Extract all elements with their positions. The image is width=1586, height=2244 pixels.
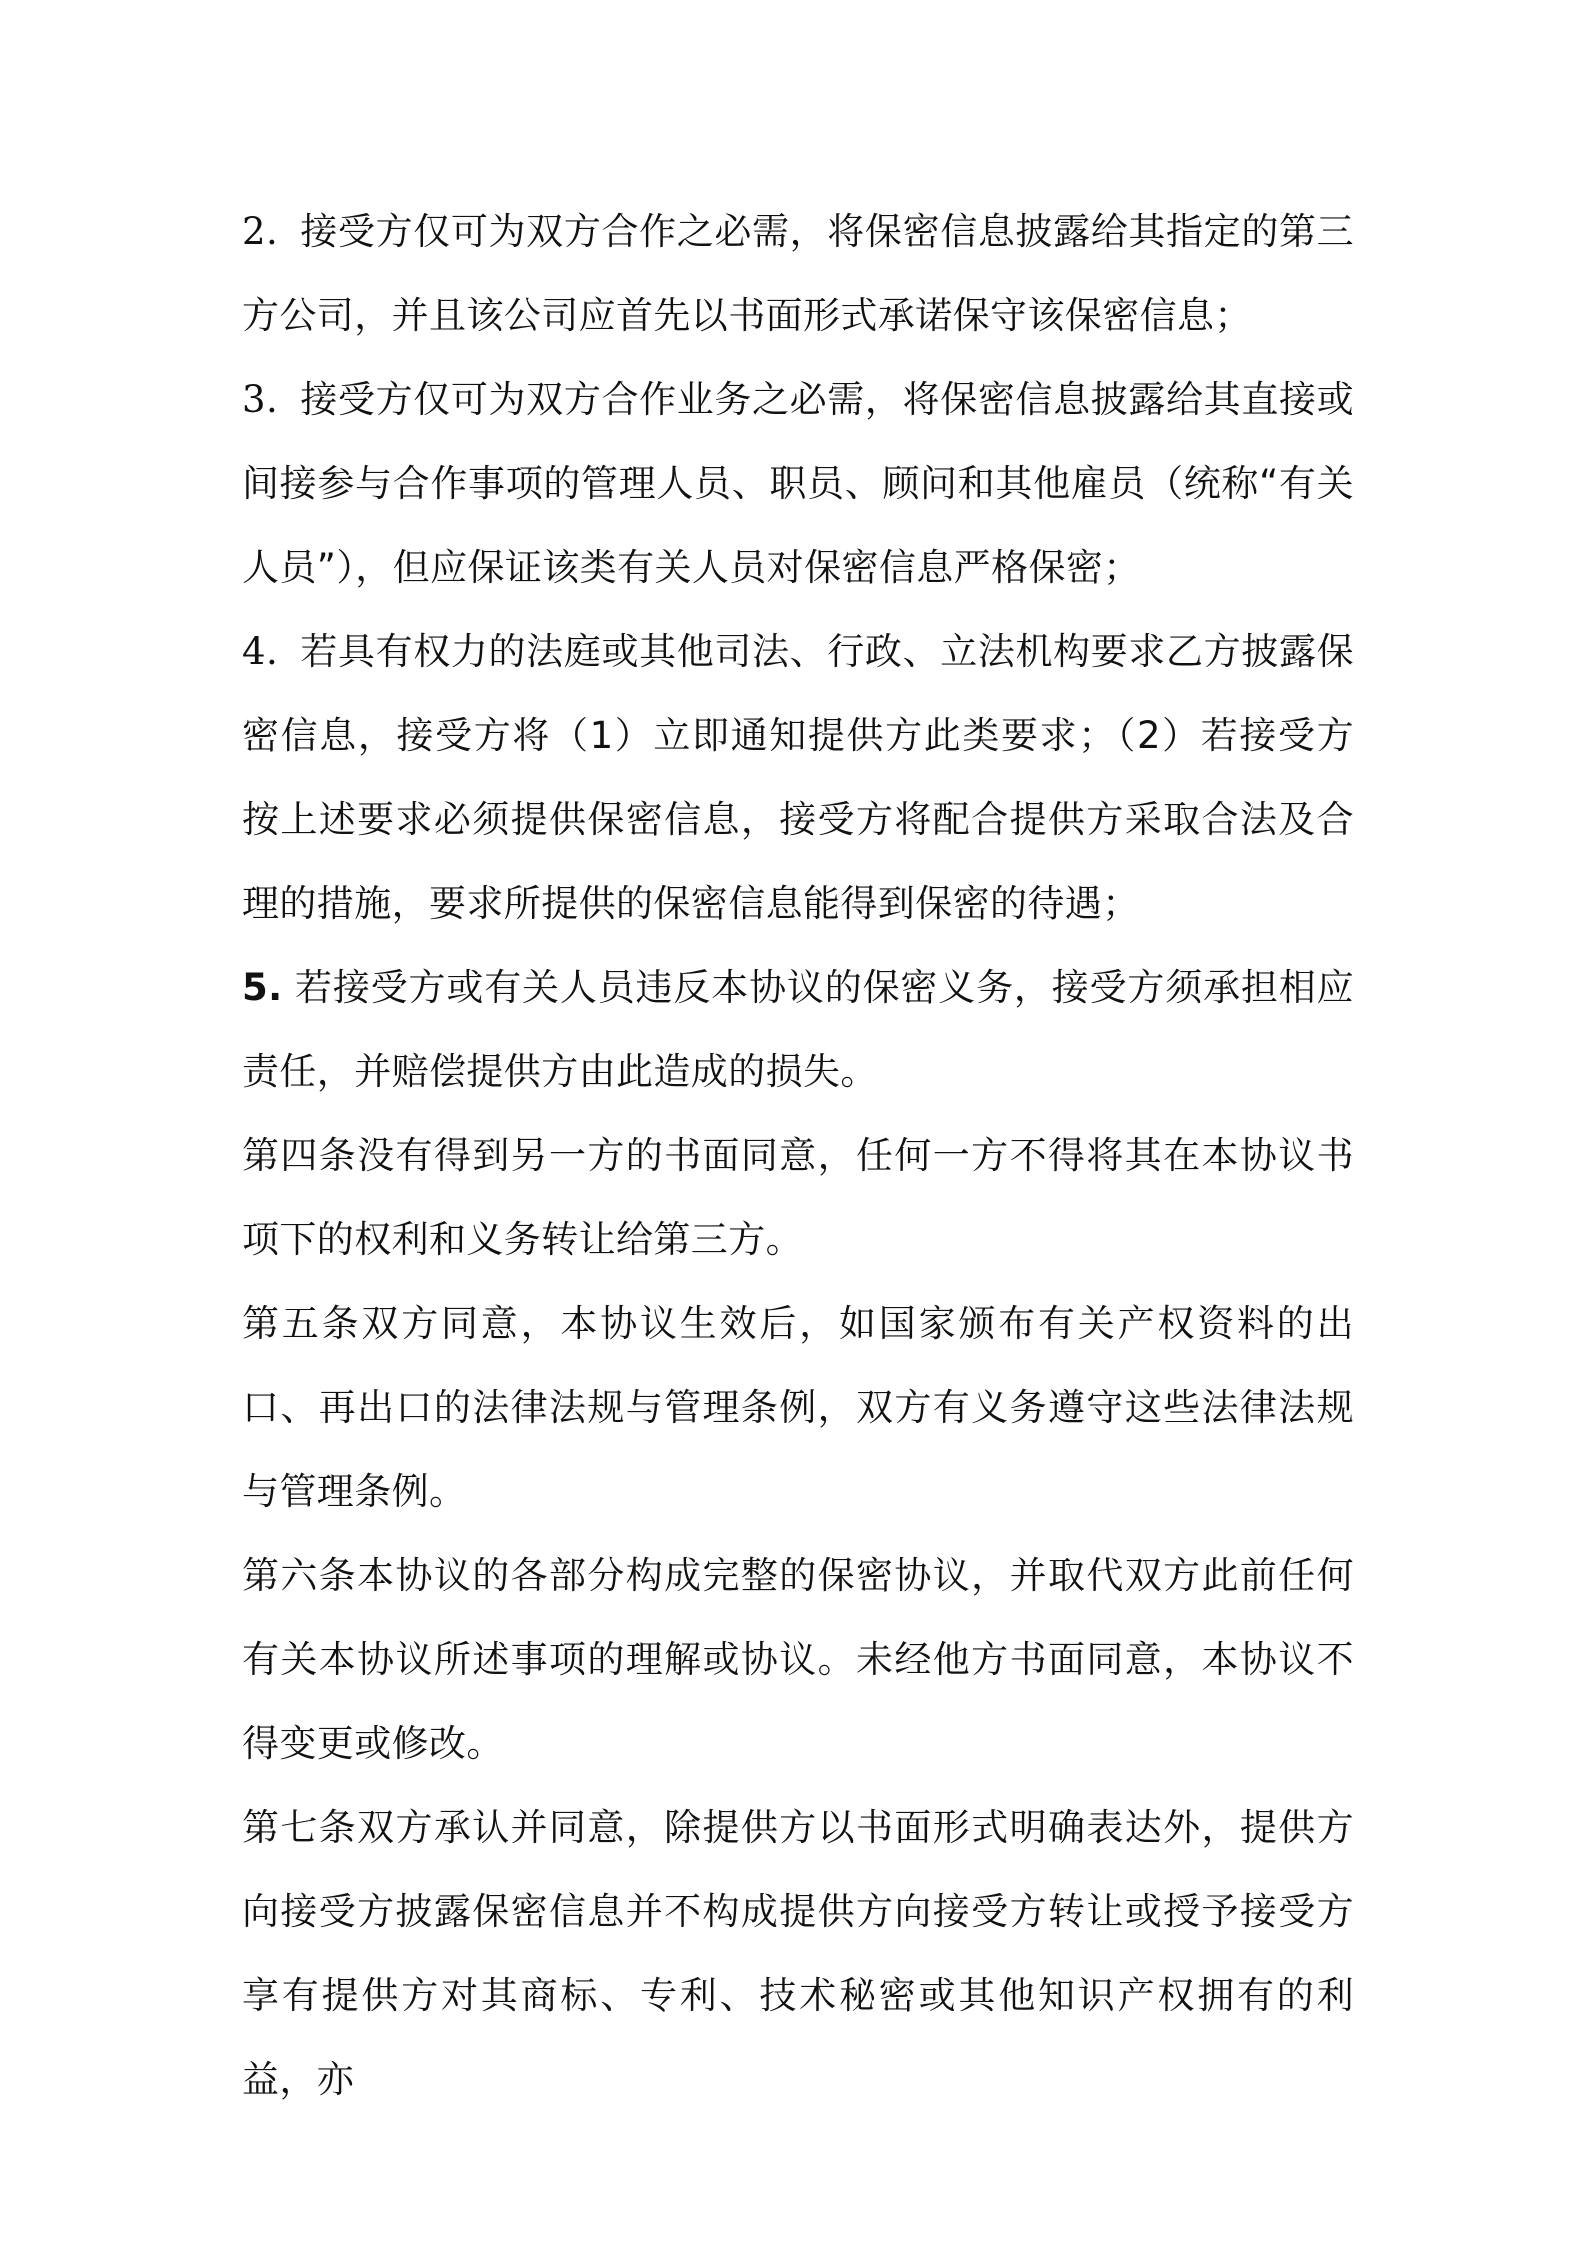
clause-text: 若接受方或有关人员违反本协议的保密义务，接受方须承担相应责任，并赔偿提供方由此造成的损失。: [242, 966, 1354, 1093]
clause-text: 若具有权力的法庭或其他司法、行政、立法机构要求乙方披露保密信息，接受方将（1）立即通知提供方此类要求；（2）若接受方按上述要求必须提供保密信息，接受方将配合提供方采取合法及合理的措施，要求所提供的保密信息能得到保密的待遇；: [242, 630, 1354, 925]
document-body: [242, 190, 1354, 2122]
article-5: 第五条双方同意，本协议生效后，如国家颁布有关产权资料的出口、再出口的法律法规与管理条例，双方有义务遵守这些法律法规与管理条例。: [242, 1302, 1354, 1513]
article-4: 第四条没有得到另一方的书面同意，任何一方不得将其在本协议书项下的权利和义务转让给第三方。: [242, 1134, 1354, 1261]
clause-item-2: [242, 190, 1354, 358]
article-6: 第六条本协议的各部分构成完整的保密协议，并取代双方此前任何有关本协议所述事项的理解或协议。未经他方书面同意，本协议不得变更或修改。: [242, 1554, 1354, 1765]
clause-text: 接受方仅可为双方合作业务之必需，将保密信息披露给其直接或间接参与合作事项的管理人员、职员、顾问和其他雇员（统称“有关人员”），但应保证该类有关人员对保密信息严格保密；: [242, 378, 1354, 589]
clause-item-4: [242, 610, 1354, 946]
clause-item-3: [242, 358, 1354, 610]
clause-item-5: [242, 946, 1354, 1114]
clause-number: 5.: [242, 966, 283, 1009]
article-7: 第七条双方承认并同意，除提供方以书面形式明确表达外，提供方向接受方披露保密信息并不构成提供方向接受方转让或授予接受方享有提供方对其商标、专利、技术秘密或其他知识产权拥有的利益，亦: [242, 1806, 1354, 2101]
clause-number: 3.: [242, 378, 279, 421]
clause-number: 4.: [242, 630, 279, 673]
clause-text: 接受方仅可为双方合作之必需，将保密信息披露给其指定的第三方公司，并且该公司应首先以书面形式承诺保守该保密信息；: [242, 210, 1354, 337]
clause-number: 2.: [242, 210, 279, 253]
